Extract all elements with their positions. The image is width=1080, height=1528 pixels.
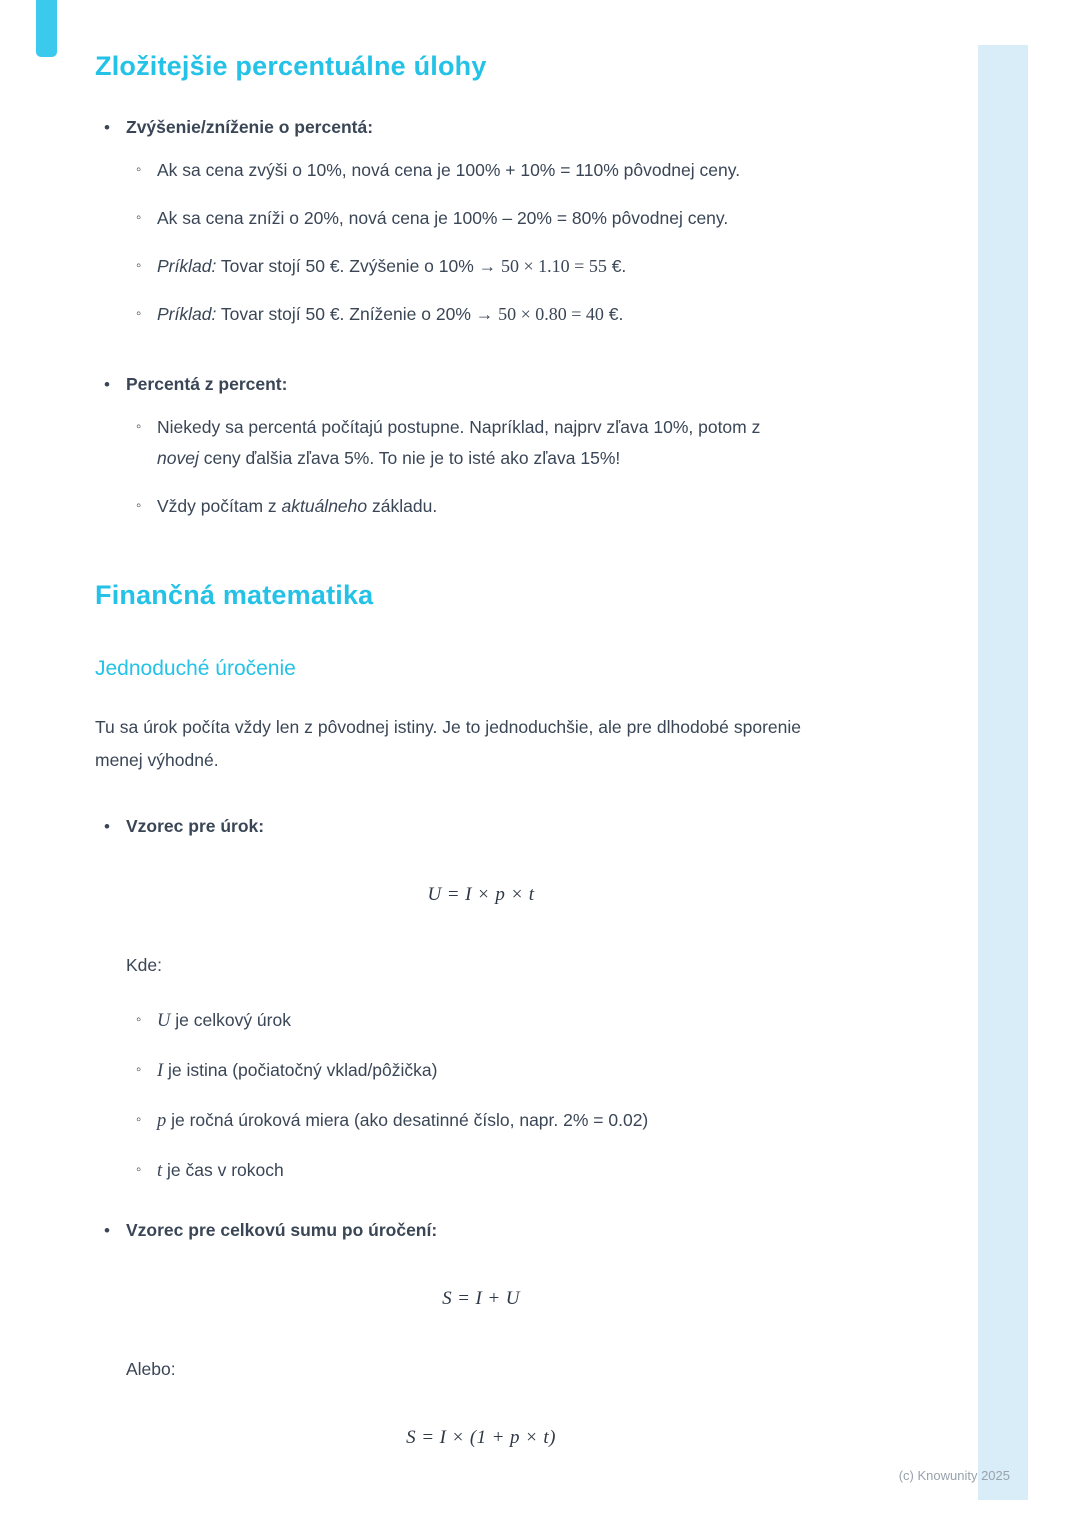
- document-content: [95, 50, 867, 1495]
- right-margin-strip: [978, 45, 1028, 1500]
- corner-accent-bar: [36, 0, 57, 57]
- text-run: je čas v rokoch: [162, 1159, 284, 1180]
- list-item-percent-of-percent: [95, 371, 867, 539]
- example-text: [157, 299, 623, 330]
- italic-run: aktuálneho: [281, 496, 368, 517]
- circle-bullet-icon: ◦: [136, 418, 142, 436]
- where-label: Kde:: [126, 954, 162, 975]
- list-item: [126, 1105, 867, 1137]
- list-item: [126, 203, 867, 234]
- list-item: [126, 155, 867, 186]
- list-item-label: Percentá z percent:: [126, 374, 288, 395]
- circle-bullet-icon: ◦: [136, 161, 142, 179]
- circle-bullet-icon: ◦: [136, 497, 142, 515]
- text-run: €.: [603, 304, 624, 325]
- list-item-interest-formula: [95, 813, 867, 840]
- math-symbol: p: [157, 1110, 167, 1131]
- list-item-sum-formula: [95, 1217, 867, 1244]
- math-symbol: I: [157, 1060, 164, 1081]
- heading-complex-percent: Zložitejšie percentuálne úlohy: [95, 51, 487, 81]
- list-item-text: [157, 412, 775, 474]
- circle-bullet-icon: ◦: [136, 257, 142, 275]
- math-symbol: t: [157, 1160, 163, 1181]
- text-run: ceny ďalšia zľava 5%. To nie je to isté ako zľava 15%!: [198, 448, 621, 469]
- list-item-text: Ak sa cena zvýši o 10%, nová cena je 100% + 10% = 110% pôvodnej ceny.: [157, 160, 741, 181]
- alebo-label: Alebo:: [126, 1358, 176, 1379]
- list-item-body: [126, 371, 867, 539]
- italic-run: Príklad:: [157, 304, 217, 325]
- list-item: [126, 491, 867, 522]
- variable-definition: [157, 1005, 291, 1037]
- bullet-icon: •: [104, 375, 110, 395]
- list-item-example: [126, 299, 867, 330]
- text-run: je celkový úrok: [170, 1009, 291, 1030]
- text-run: Tovar stojí 50 €. Zvýšenie o 10% →: [216, 256, 502, 277]
- heading-financial-math: Finančná matematika: [95, 580, 374, 611]
- bullet-icon: •: [104, 118, 110, 138]
- text-run: Niekedy sa percentá počítajú postupne. Napríklad, najprv zľava 10%, potom z: [157, 417, 761, 438]
- list-item-body: [126, 114, 867, 347]
- list-item-increase-decrease: [95, 114, 867, 347]
- text-run: €.: [606, 256, 627, 277]
- list-item-text: [157, 491, 437, 522]
- variable-definition: [157, 1105, 648, 1137]
- list-item: [126, 1055, 867, 1087]
- formula-sum: S = I + U: [442, 1287, 520, 1309]
- circle-bullet-icon: ◦: [136, 305, 142, 323]
- variables-list: [126, 1005, 867, 1187]
- list-item-example: [126, 251, 867, 282]
- text-run: základu.: [367, 496, 438, 517]
- example-text: [157, 251, 626, 282]
- text-run: je ročná úroková miera (ako desatinné číslo, napr. 2% = 0.02): [166, 1109, 649, 1130]
- circle-bullet-icon: ◦: [136, 209, 142, 227]
- math-symbol: U: [157, 1010, 171, 1031]
- list-item: [126, 1155, 867, 1187]
- variable-definition: [157, 1055, 437, 1087]
- circle-bullet-icon: ◦: [136, 1010, 142, 1028]
- italic-run: Príklad:: [157, 256, 217, 277]
- bullet-icon: •: [104, 1220, 110, 1240]
- list-item-body: [126, 813, 867, 840]
- heading-simple-interest: Jednoduché úročenie: [95, 656, 296, 680]
- circle-bullet-icon: ◦: [136, 1110, 142, 1128]
- math-run: 50 × 0.80 = 40: [498, 304, 604, 325]
- list-item-body: [126, 1217, 867, 1244]
- italic-run: novej: [157, 448, 199, 469]
- math-run: 50 × 1.10 = 55: [501, 256, 607, 277]
- text-run: Vždy počítam z: [157, 496, 282, 517]
- text-run: je istina (počiatočný vklad/pôžička): [163, 1059, 438, 1080]
- list-item-label: Vzorec pre celkovú sumu po úročení:: [126, 1219, 438, 1240]
- bullet-icon: •: [104, 816, 110, 836]
- circle-bullet-icon: ◦: [136, 1060, 142, 1078]
- formula-interest: U = I × p × t: [427, 883, 535, 905]
- list-item-text: Ak sa cena zníži o 20%, nová cena je 100% – 20% = 80% pôvodnej ceny.: [157, 208, 729, 229]
- text-run: Tovar stojí 50 €. Zníženie o 20% →: [216, 304, 499, 325]
- list-item-label: Vzorec pre úrok:: [126, 815, 265, 836]
- circle-bullet-icon: ◦: [136, 1160, 142, 1178]
- copyright-note: (c) Knowunity 2025: [898, 1468, 1010, 1483]
- list-item-label: Zvýšenie/zníženie o percentá:: [126, 117, 374, 138]
- variable-definition: [157, 1155, 284, 1187]
- list-item: [126, 1005, 867, 1037]
- list-item: [126, 412, 867, 474]
- intro-paragraph: Tu sa úrok počíta vždy len z pôvodnej istiny. Je to jednoduchšie, ale pre dlhodobé sporenie menej výhodné.: [95, 716, 801, 770]
- formula-sum-expanded: S = I × (1 + p × t): [406, 1426, 556, 1448]
